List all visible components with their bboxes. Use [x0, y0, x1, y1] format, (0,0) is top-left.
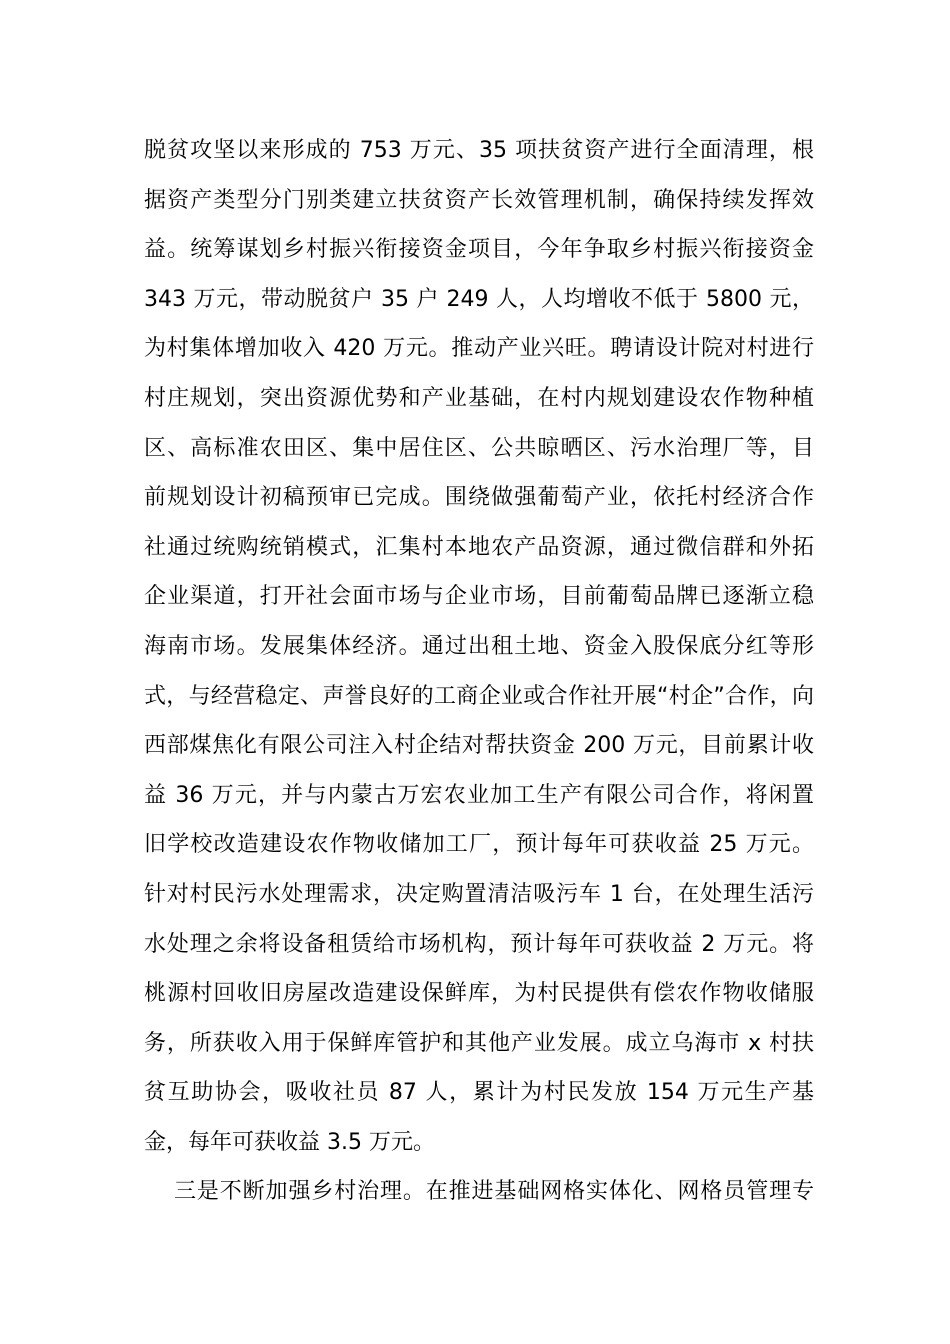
text-line: 金，每年可获收益 3.5 万元。	[144, 1129, 435, 1155]
document-body	[144, 126, 814, 1217]
text-line: 西部煤焦化有限公司注入村企结对帮扶资金 200 万元，目前累计收	[144, 733, 814, 759]
text-line: 水处理之余将设备租赁给市场机构，预计每年可获收益 2 万元。将	[144, 931, 814, 957]
paragraph-1	[144, 126, 814, 1167]
text-line: 前规划设计初稿预审已完成。围绕做强葡萄产业，依托村经济合作	[144, 485, 814, 511]
text-line: 区、高标准农田区、集中居住区、公共晾晒区、污水治理厂等，目	[144, 435, 814, 461]
text-line: 针对村民污水处理需求，决定购置清洁吸污车 1 台，在处理生活污	[144, 881, 814, 907]
text-line: 务，所获收入用于保鲜库管护和其他产业发展。成立乌海市 x 村扶	[144, 1030, 814, 1056]
text-line: 据资产类型分门别类建立扶贫资产长效管理机制，确保持续发挥效	[144, 187, 814, 213]
text-line: 三是不断加强乡村治理。在推进基础网格实体化、网格员管理专	[174, 1179, 814, 1205]
text-line: 企业渠道，打开社会面市场与企业市场，目前葡萄品牌已逐渐立稳	[144, 584, 814, 610]
text-line: 社通过统购统销模式，汇集村本地农产品资源，通过微信群和外拓	[144, 534, 814, 560]
paragraph-2	[144, 1167, 814, 1217]
text-line: 海南市场。发展集体经济。通过出租土地、资金入股保底分红等形	[144, 633, 814, 659]
text-line: 为村集体增加收入 420 万元。推动产业兴旺。聘请设计院对村进行	[144, 336, 814, 362]
text-line: 脱贫攻坚以来形成的 753 万元、35 项扶贫资产进行全面清理，根	[144, 138, 814, 163]
text-line: 贫互助协会，吸收社员 87 人，累计为村民发放 154 万元生产基	[144, 1080, 814, 1106]
text-line: 桃源村回收旧房屋改造建设保鲜库，为村民提供有偿农作物收储服	[144, 981, 814, 1007]
text-line: 村庄规划，突出资源优势和产业基础，在村内规划建设农作物种植	[144, 385, 814, 411]
text-line: 式，与经营稳定、声誉良好的工商企业或合作社开展“村企”合作，向	[144, 683, 814, 709]
text-line: 益 36 万元，并与内蒙古万宏农业加工生产有限公司合作，将闲置	[144, 782, 814, 808]
text-line: 343 万元，带动脱贫户 35 户 249 人，人均增收不低于 5800 元，	[144, 286, 814, 312]
text-line: 旧学校改造建设农作物收储加工厂，预计每年可获收益 25 万元。	[144, 832, 814, 858]
text-line: 益。统筹谋划乡村振兴衔接资金项目，今年争取乡村振兴衔接资金	[144, 237, 814, 263]
